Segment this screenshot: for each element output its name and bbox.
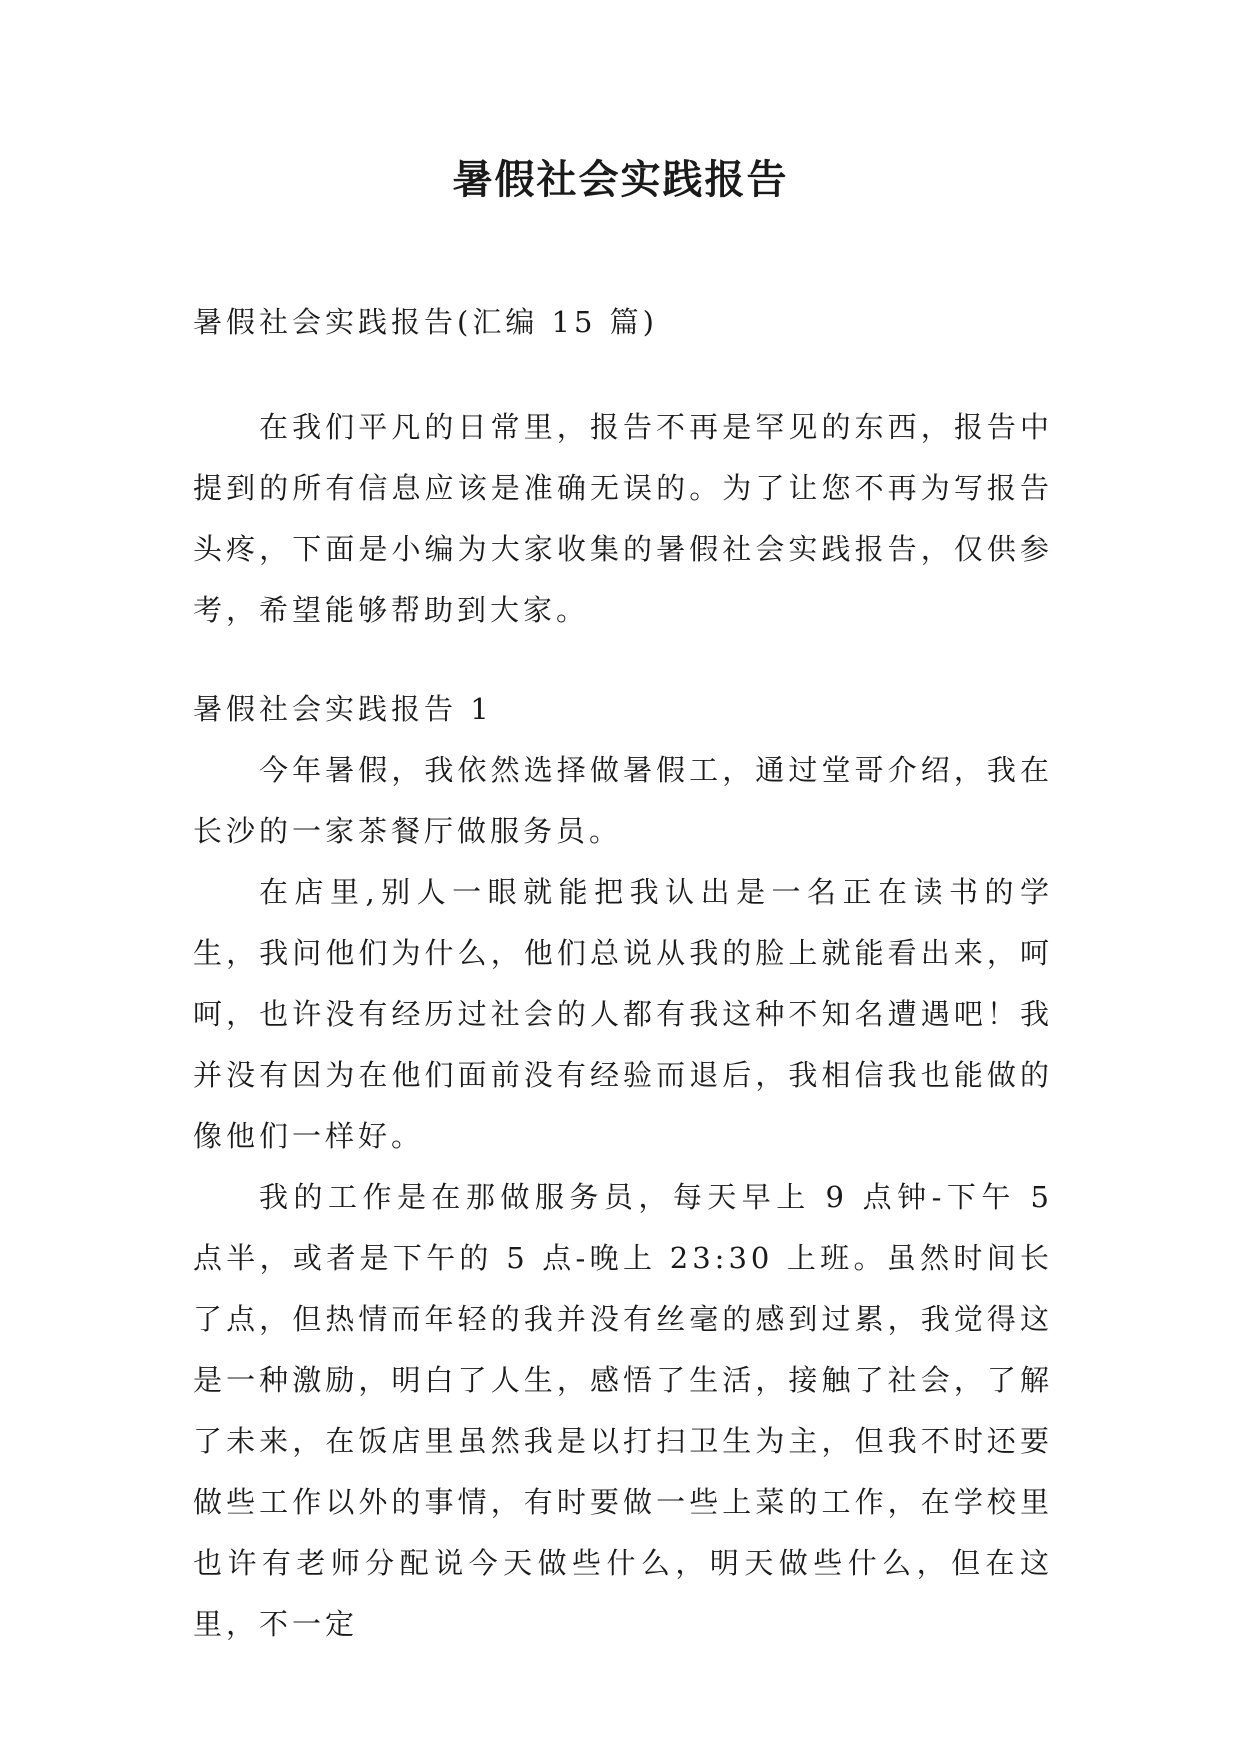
intro-paragraph: 在我们平凡的日常里，报告不再是罕见的东西，报告中提到的所有信息应该是准确无误的。为了让您不再为写报告头疼，下面是小编为大家收集的暑假社会实践报告，仅供参考，希望能够帮助到大家。 xyxy=(193,410,1053,627)
document-body xyxy=(193,292,1053,1655)
spacer xyxy=(193,353,1053,397)
body-paragraph: 我的工作是在那做服务员，每天早上 9 点钟-下午 5 点半，或者是下午的 5 点-晚上 23:30 上班。虽然时间长了点，但热情而年轻的我并没有丝毫的感到过累，我觉得这是一种激励，明白了人生，感悟了生活，接触了社会，了解了未来，在饭店里虽然我是以打扫卫生为主，但我不时还要做些工作以外的事情，有时要做一些上菜的工作，在学校里也许有老师分配说今天做些什么，明天做些什么，但在这里，不一定 xyxy=(193,1180,1053,1641)
body-paragraph: 在店里,别人一眼就能把我认出是一名正在读书的学生，我问他们为什么，他们总说从我的脸上就能看出来，呵呵，也许没有经历过社会的人都有我这种不知名遭遇吧！我并没有因为在他们面前没有经验而退后，我相信我也能做的像他们一样好。 xyxy=(193,875,1053,1153)
section-heading: 暑假社会实践报告 1 xyxy=(193,692,493,726)
spacer xyxy=(193,641,1053,679)
document-subtitle: 暑假社会实践报告(汇编 15 篇) xyxy=(193,305,658,339)
body-paragraph: 今年暑假，我依然选择做暑假工，通过堂哥介绍，我在长沙的一家茶餐厅做服务员。 xyxy=(193,753,1053,848)
document-title: 暑假社会实践报告 xyxy=(452,157,789,203)
